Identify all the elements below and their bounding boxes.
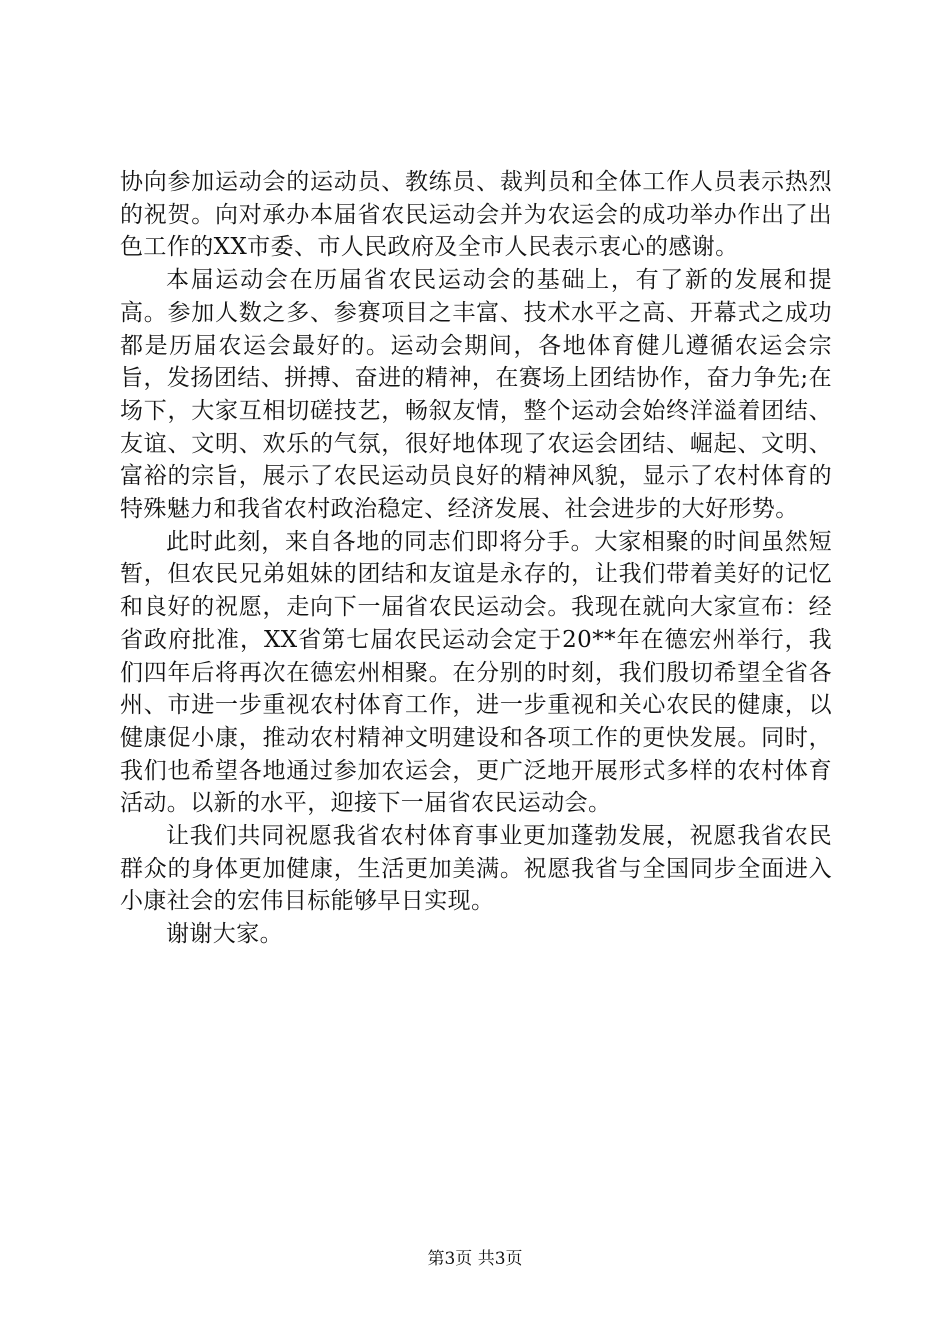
document-body <box>120 166 832 951</box>
paragraph-4: 让我们共同祝愿我省农村体育事业更加蓬勃发展，祝愿我省农民群众的身体更加健康，生活更加美满。祝愿我省与全国同步全面进入小康社会的宏伟目标能够早日实现。 <box>120 823 832 915</box>
paragraph-3: 此时此刻，来自各地的同志们即将分手。大家相聚的时间虽然短暂，但农民兄弟姐妹的团结和友谊是永存的，让我们带着美好的记忆和良好的祝愿，走向下一届省农民运动会。我现在就向大家宣布：经省政府批准，XX省第七届农民运动会定于20**年在德宏州举行，我们四年后将再次在德宏州相聚。在分别的时刻，我们殷切希望全省各州、市进一步重视农村体育工作，进一步重视和关心农民的健康，以健康促小康，推动农村精神文明建设和各项工作的更快发展。同时，我们也希望各地通过参加农运会，更广泛地开展形式多样的农村体育活动。以新的水平，迎接下一届省农民运动会。 <box>120 528 832 817</box>
paragraph-5: 谢谢大家。 <box>166 921 283 948</box>
page-footer: 第3页 共3页 <box>427 1249 523 1269</box>
paragraph-2: 本届运动会在历届省农民运动会的基础上，有了新的发展和提高。参加人数之多、参赛项目之丰富、技术水平之高、开幕式之成功都是历届农运会最好的。运动会期间，各地体育健儿遵循农运会宗旨，发扬团结、拼搏、奋进的精神，在赛场上团结协作，奋力争先;在场下，大家互相切磋技艺，畅叙友情，整个运动会始终洋溢着团结、友谊、文明、欢乐的气氛，很好地体现了农运会团结、崛起、文明、富裕的宗旨，展示了农民运动员良好的精神风貌，显示了农村体育的特殊魅力和我省农村政治稳定、经济发展、社会进步的大好形势。 <box>120 267 832 523</box>
paragraph-1: 协向参加运动会的运动员、教练员、裁判员和全体工作人员表示热烈的祝贺。向对承办本届省农民运动会并为农运会的成功举办作出了出色工作的XX市委、市人民政府及全市人民表示衷心的感谢。 <box>120 169 832 261</box>
